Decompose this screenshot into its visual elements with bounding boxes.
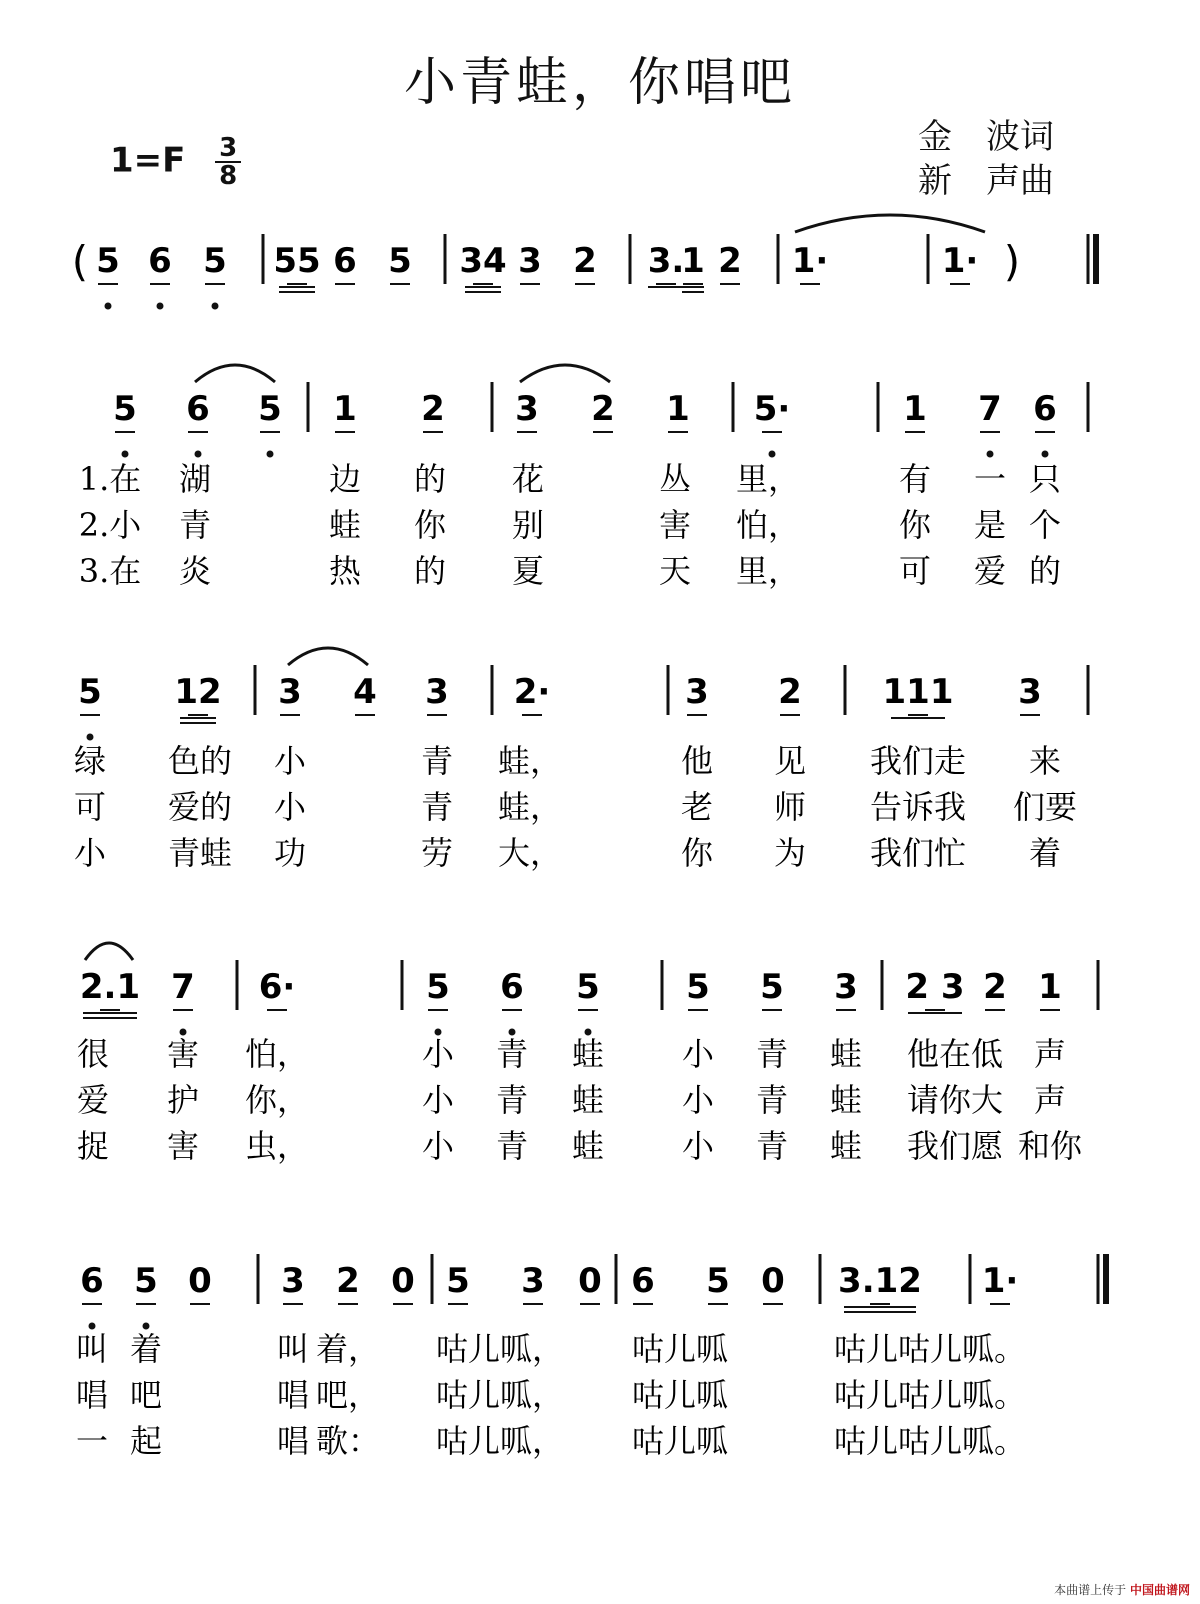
line1-lyric: 2.小 bbox=[78, 506, 142, 544]
line3-lyric: 虫， bbox=[244, 1127, 310, 1165]
line1-lyric: 湖 bbox=[178, 460, 212, 498]
line1-lyric: 的 bbox=[413, 460, 447, 498]
line2-note: 111 bbox=[882, 672, 954, 712]
intro-note: 3. bbox=[647, 241, 685, 281]
line1-lyric: 只 bbox=[1028, 460, 1062, 498]
line2-lyric: 来 bbox=[1028, 742, 1062, 780]
line2-lyric: 功 bbox=[273, 834, 307, 872]
line1-lyric: 有 bbox=[898, 460, 932, 498]
line1-note: 3 bbox=[515, 389, 539, 429]
line3-note: 5 bbox=[686, 967, 710, 1007]
line2-lyric: 蛙， bbox=[497, 788, 563, 826]
line2-lyric: 他 bbox=[680, 742, 714, 780]
intro-paren: ( bbox=[71, 237, 89, 286]
intro-octave-dot bbox=[157, 303, 164, 310]
line1-note: 6 bbox=[186, 389, 210, 429]
line4-lyric: 唱 bbox=[75, 1376, 109, 1414]
line4-lyric: 咕儿咕儿呱。 bbox=[833, 1422, 1027, 1460]
line4-lyric: 咕儿呱 bbox=[631, 1422, 729, 1460]
line2-note: 3 bbox=[278, 672, 302, 712]
line3-lyric: 声 bbox=[1033, 1035, 1067, 1073]
line3-lyric: 捉 bbox=[76, 1127, 110, 1165]
line1-note: 1 bbox=[666, 389, 690, 429]
line2-lyric: 大， bbox=[497, 834, 563, 872]
line4-lyric: 咕儿呱， bbox=[435, 1422, 565, 1460]
line1-lyric: 花 bbox=[511, 460, 545, 498]
line1-note: 1 bbox=[903, 389, 927, 429]
line1-octave-dot bbox=[267, 451, 274, 458]
line1-note: 2 bbox=[421, 389, 445, 429]
line4-lyric: 咕儿呱 bbox=[631, 1330, 729, 1368]
line2-lyric: 见 bbox=[773, 742, 807, 780]
line3-lyric: 青 bbox=[495, 1081, 529, 1119]
line3-lyric: 声 bbox=[1033, 1081, 1067, 1119]
intro-paren: ) bbox=[1003, 237, 1021, 286]
line4-note: 3 bbox=[281, 1261, 305, 1301]
intro-note: 1· bbox=[791, 241, 829, 281]
line3-lyric: 蛙 bbox=[571, 1081, 605, 1119]
line1-lyric: 炎 bbox=[178, 552, 212, 590]
line2-lyric: 青蛙 bbox=[167, 834, 233, 872]
line1-note: 7 bbox=[978, 389, 1002, 429]
line3-note: 5 bbox=[760, 967, 784, 1007]
line1-lyric: 一 bbox=[973, 460, 1007, 498]
line3-lyric: 我们愿 bbox=[906, 1127, 1004, 1165]
line4-lyric: 歌： bbox=[315, 1422, 381, 1460]
line4-note: 3.12 bbox=[838, 1261, 922, 1301]
intro-note: 5 bbox=[203, 241, 227, 281]
line2-note: 3 bbox=[425, 672, 449, 712]
line1-slur bbox=[195, 365, 275, 382]
line3-lyric: 蛙 bbox=[571, 1035, 605, 1073]
line1-note: 5· bbox=[753, 389, 791, 429]
line2-lyric: 师 bbox=[773, 788, 807, 826]
line3-lyric: 青 bbox=[755, 1035, 789, 1073]
line4-note: 5 bbox=[706, 1261, 730, 1301]
line3-lyric: 青 bbox=[755, 1081, 789, 1119]
line4-octave-dot bbox=[143, 1323, 150, 1330]
line4-lyric: 咕儿呱 bbox=[631, 1376, 729, 1414]
line1-lyric: 3.在 bbox=[78, 552, 142, 590]
line4-note: 6 bbox=[80, 1261, 104, 1301]
line1-lyric: 里， bbox=[735, 460, 801, 498]
line3-lyric: 很 bbox=[76, 1035, 110, 1073]
line1-lyric: 夏 bbox=[511, 552, 545, 590]
line2-lyric: 们要 bbox=[1012, 788, 1078, 826]
line2-note: 3 bbox=[1018, 672, 1042, 712]
line2-lyric: 告诉我 bbox=[869, 788, 967, 826]
line3-lyric: 蛙 bbox=[829, 1127, 863, 1165]
line2-note: 3 bbox=[685, 672, 709, 712]
line4-lyric: 起 bbox=[129, 1422, 163, 1460]
line4-note: 2 bbox=[336, 1261, 360, 1301]
line1-octave-dot bbox=[769, 451, 776, 458]
line3-note: 2 bbox=[983, 967, 1007, 1007]
line1-lyric: 是 bbox=[973, 506, 1007, 544]
line4-note: 5 bbox=[134, 1261, 158, 1301]
line4-octave-dot bbox=[89, 1323, 96, 1330]
line2-lyric: 为 bbox=[773, 834, 807, 872]
line1-lyric: 丛 bbox=[658, 460, 692, 498]
intro-octave-dot bbox=[105, 303, 112, 310]
line1-lyric: 蛙 bbox=[328, 506, 362, 544]
line1-note: 5 bbox=[113, 389, 137, 429]
line4-note: 0 bbox=[391, 1261, 415, 1301]
line3-lyric: 青 bbox=[495, 1035, 529, 1073]
line2-lyric: 色的 bbox=[167, 742, 233, 780]
line1-lyric: 别 bbox=[511, 506, 545, 544]
line4-note: 3 bbox=[521, 1261, 545, 1301]
time-numerator: 3 bbox=[219, 133, 238, 163]
line2-lyric: 我们走 bbox=[869, 742, 967, 780]
line1-lyric: 怕， bbox=[735, 506, 801, 544]
line2-note: 5 bbox=[78, 672, 102, 712]
line2-lyric: 我们忙 bbox=[869, 834, 967, 872]
line2-lyric: 绿 bbox=[73, 742, 107, 780]
line3-note: 6 bbox=[500, 967, 524, 1007]
line4-lyric: 吧 bbox=[129, 1376, 163, 1414]
line4-lyric: 着 bbox=[129, 1330, 163, 1368]
intro-slur bbox=[795, 215, 985, 232]
intro-note: 1· bbox=[941, 241, 979, 281]
line3-lyric: 小 bbox=[681, 1035, 715, 1073]
line1-note: 2 bbox=[591, 389, 615, 429]
line3-note: 6· bbox=[258, 967, 296, 1007]
line1-lyric: 你 bbox=[413, 506, 447, 544]
line4-lyric: 叫 bbox=[276, 1330, 310, 1368]
line2-lyric: 着 bbox=[1028, 834, 1062, 872]
line3-lyric: 你， bbox=[244, 1081, 310, 1119]
line3-lyric: 爱 bbox=[76, 1081, 110, 1119]
line4-lyric: 叫 bbox=[75, 1330, 109, 1368]
line3-note: 5 bbox=[576, 967, 600, 1007]
line1-lyric: 你 bbox=[898, 506, 932, 544]
line3-note: 2 3 bbox=[905, 967, 965, 1007]
line2-lyric: 爱的 bbox=[167, 788, 233, 826]
line3-lyric: 请你大 bbox=[906, 1081, 1004, 1119]
line3-lyric: 小 bbox=[681, 1081, 715, 1119]
line3-note: 3 bbox=[834, 967, 858, 1007]
footer-watermark bbox=[1054, 1581, 1190, 1598]
line4-lyric: 一 bbox=[75, 1422, 109, 1460]
intro-octave-dot bbox=[212, 303, 219, 310]
line1-octave-dot bbox=[1042, 451, 1049, 458]
line2-lyric: 小 bbox=[273, 742, 307, 780]
line3-note: 1 bbox=[1038, 967, 1062, 1007]
line3-lyric: 青 bbox=[755, 1127, 789, 1165]
line2-note: 2· bbox=[513, 672, 551, 712]
intro-note: 3 bbox=[518, 241, 542, 281]
intro-note: 6 bbox=[148, 241, 172, 281]
line3-lyric: 害 bbox=[166, 1127, 200, 1165]
line2-octave-dot bbox=[87, 734, 94, 741]
line1-lyric: 爱 bbox=[973, 552, 1007, 590]
line3-lyric: 蛙 bbox=[829, 1081, 863, 1119]
intro-note: 55 bbox=[273, 241, 321, 281]
line4-note: 0 bbox=[761, 1261, 785, 1301]
line3-note: 5 bbox=[426, 967, 450, 1007]
line1-octave-dot bbox=[122, 451, 129, 458]
line3-lyric: 青 bbox=[495, 1127, 529, 1165]
line4-lyric: 咕儿咕儿呱。 bbox=[833, 1376, 1027, 1414]
intro-note: 2 bbox=[718, 241, 742, 281]
line2-lyric: 小 bbox=[273, 788, 307, 826]
line2-lyric: 蛙， bbox=[497, 742, 563, 780]
line4-lyric: 唱 bbox=[276, 1422, 310, 1460]
time-denominator: 8 bbox=[219, 161, 238, 191]
line1-lyric: 边 bbox=[328, 460, 362, 498]
line1-lyric: 可 bbox=[898, 552, 932, 590]
line1-lyric: 个 bbox=[1028, 506, 1062, 544]
line4-note: 6 bbox=[631, 1261, 655, 1301]
line4-lyric: 咕儿咕儿呱。 bbox=[833, 1330, 1027, 1368]
line2-slur bbox=[288, 648, 368, 665]
line4-lyric: 着， bbox=[315, 1330, 381, 1368]
line3-slur bbox=[85, 943, 133, 960]
line3-lyric: 害 bbox=[166, 1035, 200, 1073]
line2-note: 2 bbox=[778, 672, 802, 712]
line2-lyric: 小 bbox=[73, 834, 107, 872]
line3-lyric: 护 bbox=[166, 1081, 200, 1119]
site-logo: 中国曲谱网 bbox=[1129, 1583, 1190, 1597]
line4-note: 1· bbox=[981, 1261, 1019, 1301]
line1-lyric: 的 bbox=[1028, 552, 1062, 590]
line2-lyric: 可 bbox=[73, 788, 107, 826]
line3-lyric: 他在低 bbox=[906, 1035, 1004, 1073]
line2-lyric: 青 bbox=[420, 788, 454, 826]
line3-lyric: 小 bbox=[681, 1127, 715, 1165]
intro-note: 34 bbox=[459, 241, 507, 281]
line2-lyric: 劳 bbox=[420, 834, 454, 872]
line4-lyric: 咕儿呱， bbox=[435, 1376, 565, 1414]
line1-lyric: 青 bbox=[178, 506, 212, 544]
line2-lyric: 你 bbox=[680, 834, 714, 872]
line4-note: 5 bbox=[446, 1261, 470, 1301]
line1-octave-dot bbox=[195, 451, 202, 458]
line4-lyric: 吧， bbox=[315, 1376, 381, 1414]
line1-note: 5 bbox=[258, 389, 282, 429]
line4-lyric: 唱 bbox=[276, 1376, 310, 1414]
line1-slur bbox=[520, 365, 610, 382]
intro-note: 5 bbox=[96, 241, 120, 281]
page-title: 小青蛙，你唱吧 bbox=[403, 53, 796, 113]
line4-lyric: 咕儿呱， bbox=[435, 1330, 565, 1368]
line1-lyric: 1.在 bbox=[78, 460, 142, 498]
line3-lyric: 和你 bbox=[1017, 1127, 1083, 1165]
line3-lyric: 小 bbox=[421, 1035, 455, 1073]
intro-note: 1 bbox=[681, 241, 705, 281]
line3-lyric: 小 bbox=[421, 1127, 455, 1165]
line2-note: 4 bbox=[353, 672, 377, 712]
line1-note: 6 bbox=[1033, 389, 1057, 429]
line1-octave-dot bbox=[987, 451, 994, 458]
composer-credit: 新 声曲 bbox=[918, 161, 1054, 201]
line2-lyric: 老 bbox=[680, 788, 714, 826]
line1-lyric: 热 bbox=[328, 552, 362, 590]
line3-lyric: 蛙 bbox=[571, 1127, 605, 1165]
key-label: 1=F bbox=[110, 140, 186, 181]
line3-note: 7 bbox=[171, 967, 195, 1007]
intro-note: 2 bbox=[573, 241, 597, 281]
line3-lyric: 蛙 bbox=[829, 1035, 863, 1073]
footer-text: 本曲谱上传于 bbox=[1054, 1583, 1127, 1597]
line1-lyric: 天 bbox=[658, 552, 692, 590]
line4-note: 0 bbox=[188, 1261, 212, 1301]
intro-note: 5 bbox=[388, 241, 412, 281]
line4-note: 0 bbox=[578, 1261, 602, 1301]
intro-note: 6 bbox=[333, 241, 357, 281]
lyricist-credit: 金 波词 bbox=[918, 117, 1054, 157]
line1-lyric: 害 bbox=[658, 506, 692, 544]
line3-lyric: 小 bbox=[421, 1081, 455, 1119]
line2-note: 12 bbox=[174, 672, 222, 712]
line2-lyric: 青 bbox=[420, 742, 454, 780]
line1-lyric: 里， bbox=[735, 552, 801, 590]
line1-note: 1 bbox=[333, 389, 357, 429]
line1-lyric: 的 bbox=[413, 552, 447, 590]
line3-lyric: 怕， bbox=[244, 1035, 310, 1073]
line3-note: 2.1 bbox=[79, 967, 141, 1007]
